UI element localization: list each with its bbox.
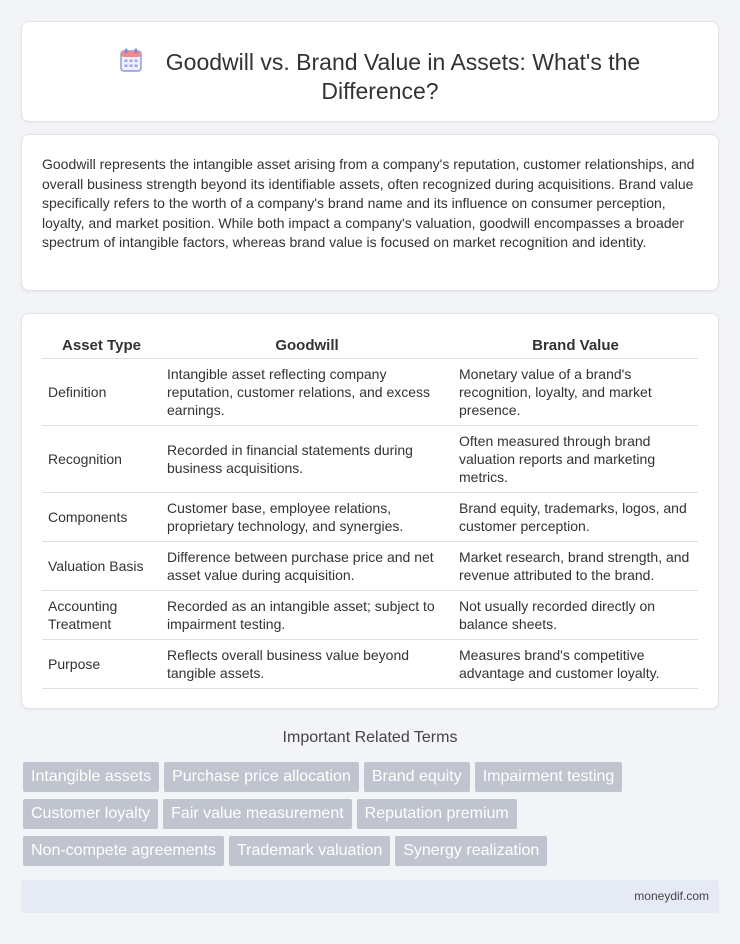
table-row xyxy=(42,639,698,688)
title-card xyxy=(21,21,719,122)
brand-value-cell: Not usually recorded directly on balance sheets. xyxy=(453,590,698,639)
goodwill-cell: Recorded in financial statements during business acquisitions. xyxy=(161,425,453,492)
goodwill-cell: Difference between purchase price and net asset value during acquisition. xyxy=(161,541,453,590)
page-title-wrap xyxy=(82,46,678,106)
tag-brand-equity[interactable]: Brand equity xyxy=(364,762,470,792)
brand-value-cell: Brand equity, trademarks, logos, and customer perception. xyxy=(453,492,698,541)
brand-value-cell: Measures brand's competitive advantage and customer loyalty. xyxy=(453,639,698,688)
tag-fair-value-measurement[interactable]: Fair value measurement xyxy=(163,799,352,829)
tag-synergy-realization[interactable]: Synergy realization xyxy=(395,836,547,866)
header-goodwill: Goodwill xyxy=(161,336,453,358)
tag-purchase-price-allocation[interactable]: Purchase price allocation xyxy=(164,762,359,792)
table-header-row xyxy=(42,336,698,358)
goodwill-cell: Recorded as an intangible asset; subject to impairment testing. xyxy=(161,590,453,639)
intro-card xyxy=(21,134,719,291)
tag-trademark-valuation[interactable]: Trademark valuation xyxy=(229,836,390,866)
row-label: Recognition xyxy=(42,425,161,492)
related-terms-tags xyxy=(23,762,723,873)
footer-bar xyxy=(21,880,719,913)
header-asset-type: Asset Type xyxy=(42,336,161,358)
tag-reputation-premium[interactable]: Reputation premium xyxy=(357,799,517,829)
brand-value-cell: Monetary value of a brand's recognition, loyalty, and market presence. xyxy=(453,358,698,425)
comparison-table-card xyxy=(21,313,719,709)
row-label: Purpose xyxy=(42,639,161,688)
goodwill-cell: Intangible asset reflecting company reputation, customer relations, and excess earnings. xyxy=(161,358,453,425)
brand-value-cell: Often measured through brand valuation reports and marketing metrics. xyxy=(453,425,698,492)
tag-impairment-testing[interactable]: Impairment testing xyxy=(475,762,623,792)
goodwill-cell: Customer base, employee relations, proprietary technology, and synergies. xyxy=(161,492,453,541)
calendar-icon xyxy=(120,48,142,72)
table-row xyxy=(42,541,698,590)
tag-row xyxy=(23,836,723,873)
row-label: Accounting Treatment xyxy=(42,590,161,639)
row-label: Definition xyxy=(42,358,161,425)
row-label: Components xyxy=(42,492,161,541)
tag-row xyxy=(23,799,723,836)
page-title: Goodwill vs. Brand Value in Assets: What's the Difference? xyxy=(165,49,641,104)
table-row xyxy=(42,492,698,541)
row-label: Valuation Basis xyxy=(42,541,161,590)
tag-non-compete-agreements[interactable]: Non-compete agreements xyxy=(23,836,224,866)
table-row xyxy=(42,358,698,425)
tag-intangible-assets[interactable]: Intangible assets xyxy=(23,762,159,792)
goodwill-cell: Reflects overall business value beyond tangible assets. xyxy=(161,639,453,688)
intro-paragraph: Goodwill represents the intangible asset arising from a company's reputation, customer relationships, and overall business strength beyond its identifiable assets, often recognized during acquisitions. Brand value specifically refers to the worth of a company's brand name and its influence on consumer perception, loyalty, and market position. While both impact a company's valuation, goodwill encompasses a broader spectrum of intangible factors, whereas brand value is focused on market recognition and identity. xyxy=(42,156,695,250)
brand-value-cell: Market research, brand strength, and revenue attributed to the brand. xyxy=(453,541,698,590)
header-brand-value: Brand Value xyxy=(453,336,698,358)
comparison-table xyxy=(42,336,698,689)
related-terms-title: Important Related Terms xyxy=(282,729,458,746)
table-row xyxy=(42,425,698,492)
tag-row xyxy=(23,762,723,799)
table-row xyxy=(42,590,698,639)
tag-customer-loyalty[interactable]: Customer loyalty xyxy=(23,799,158,829)
footer-site-link[interactable]: moneydif.com xyxy=(634,889,709,903)
